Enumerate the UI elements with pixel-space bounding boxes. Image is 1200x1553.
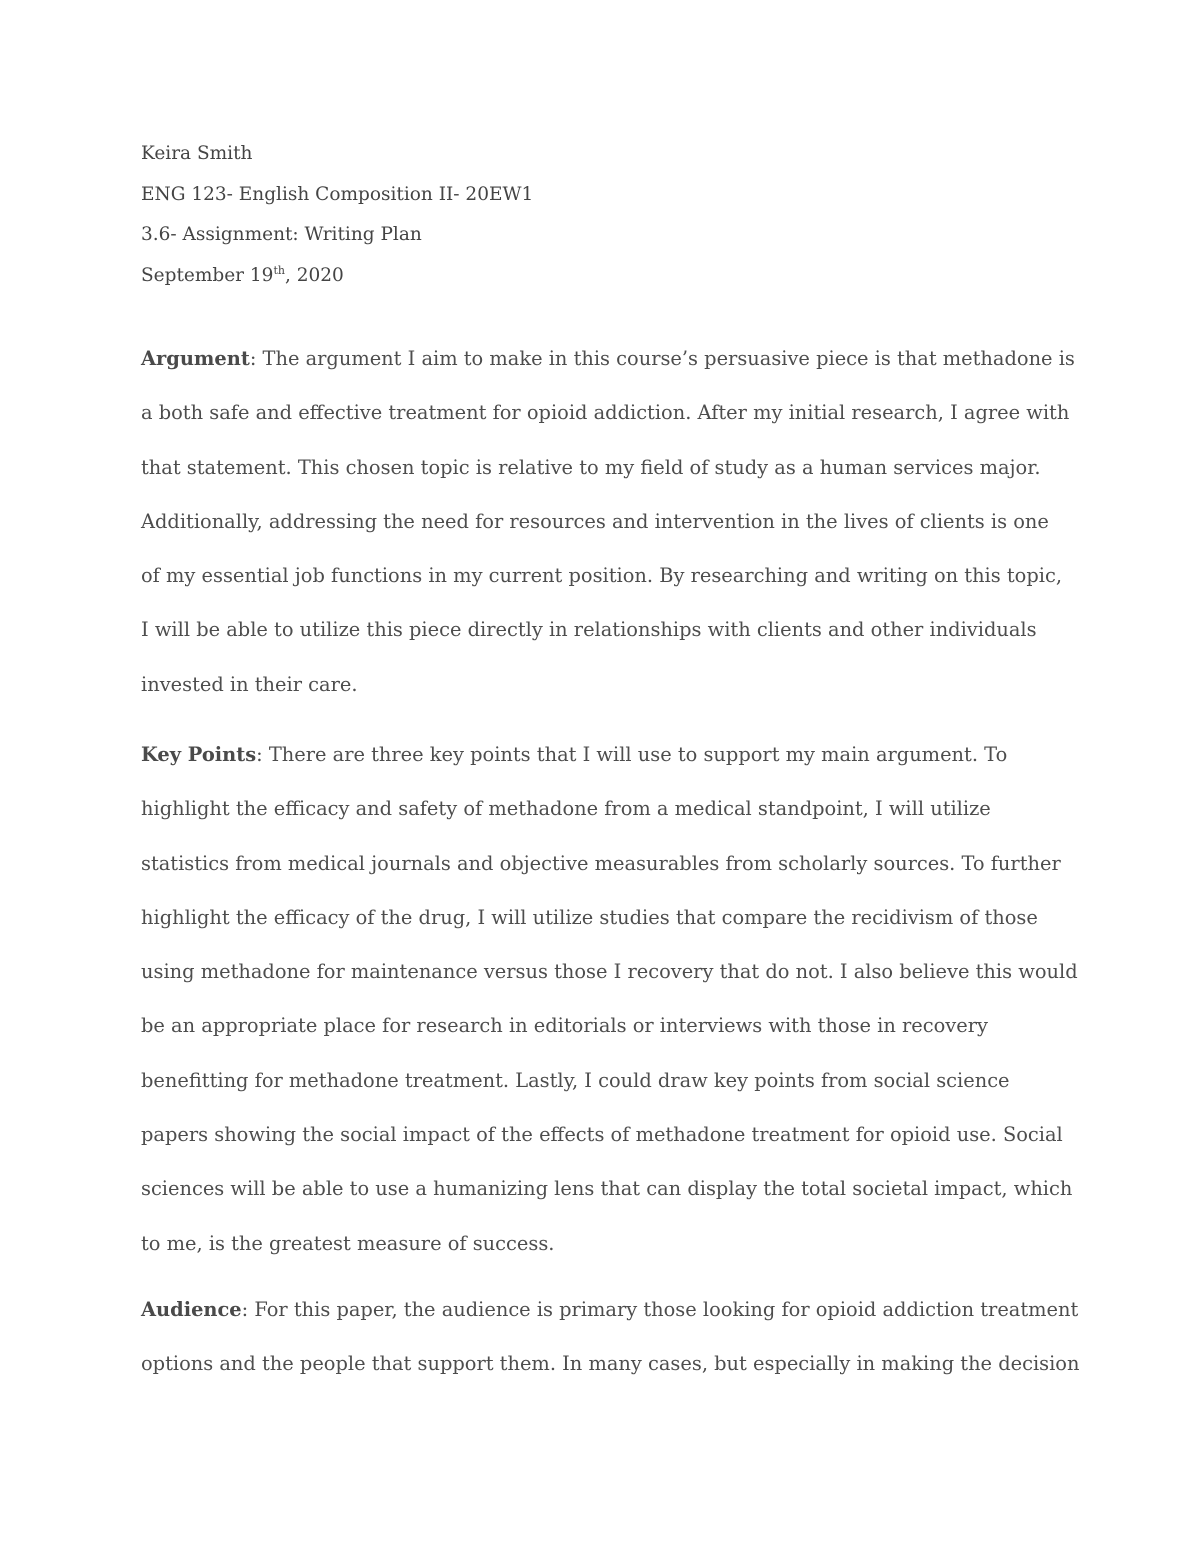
paragraph-line: papers showing the social impact of the effects of methadone treatment for opioid use. Social	[141, 1123, 1063, 1147]
paragraph-line-text: : The argument I aim to make in this course’s persuasive piece is that methadone is	[249, 347, 1075, 370]
paragraph-line-text: : There are three key points that I will use to support my main argument. To	[256, 743, 1008, 766]
paragraph-line: Additionally, addressing the need for resources and intervention in the lives of clients is one	[141, 509, 1049, 533]
author-name: Keira Smith	[141, 143, 253, 164]
paragraph-line: invested in their care.	[141, 672, 358, 696]
paragraph-line: sciences will be able to use a humanizing lens that can display the total societal impact, which	[141, 1177, 1073, 1201]
paragraph-line	[141, 737, 1081, 791]
date-ordinal-suffix: th	[273, 263, 285, 277]
document-header	[141, 141, 1081, 303]
date-suffix: , 2020	[284, 264, 344, 286]
audience-heading: Audience	[141, 1298, 242, 1321]
paragraph-line: highlight the efficacy of the drug, I will utilize studies that compare the recidivism of those	[141, 905, 1038, 929]
audience-section	[141, 1292, 1081, 1401]
key-points-section	[141, 737, 1081, 1280]
course-name: ENG 123- English Composition II- 20EW1	[141, 183, 534, 205]
paragraph-line: I will be able to utilize this piece directly in relationships with clients and other individuals	[141, 618, 1037, 642]
paragraph-line: highlight the efficacy and safety of methadone from a medical standpoint, I will utilize	[141, 797, 991, 821]
paragraph-line: benefitting for methadone treatment. Lastly, I could draw key points from social science	[141, 1068, 1010, 1092]
paragraph-line-text: : For this paper, the audience is primary those looking for opioid addiction treatment	[241, 1298, 1079, 1321]
paragraph-line: statistics from medical journals and objective measurables from scholarly sources. To further	[141, 851, 1061, 875]
date-prefix: September 19	[141, 264, 274, 286]
paragraph-line: that statement. This chosen topic is relative to my field of study as a human services major.	[141, 455, 1041, 479]
paragraph-line: options and the people that support them. In many cases, but especially in making the decision	[141, 1352, 1080, 1376]
paragraph-line: be an appropriate place for research in editorials or interviews with those in recovery	[141, 1014, 988, 1038]
paragraph-line: to me, is the greatest measure of success.	[141, 1231, 555, 1255]
paragraph-line	[141, 341, 1081, 395]
paragraph-line: using methadone for maintenance versus those I recovery that do not. I also believe this would	[141, 960, 1078, 984]
paragraph-line	[141, 1292, 1081, 1346]
paragraph-line: of my essential job functions in my current position. By researching and writing on this topic,	[141, 564, 1062, 588]
paragraph-line: a both safe and effective treatment for opioid addiction. After my initial research, I agree with	[141, 401, 1070, 425]
argument-heading: Argument	[141, 347, 250, 370]
key-points-heading: Key Points	[141, 743, 257, 766]
argument-section	[141, 341, 1081, 721]
assignment-title: 3.6- Assignment: Writing Plan	[141, 224, 422, 245]
document-date	[141, 263, 1081, 304]
